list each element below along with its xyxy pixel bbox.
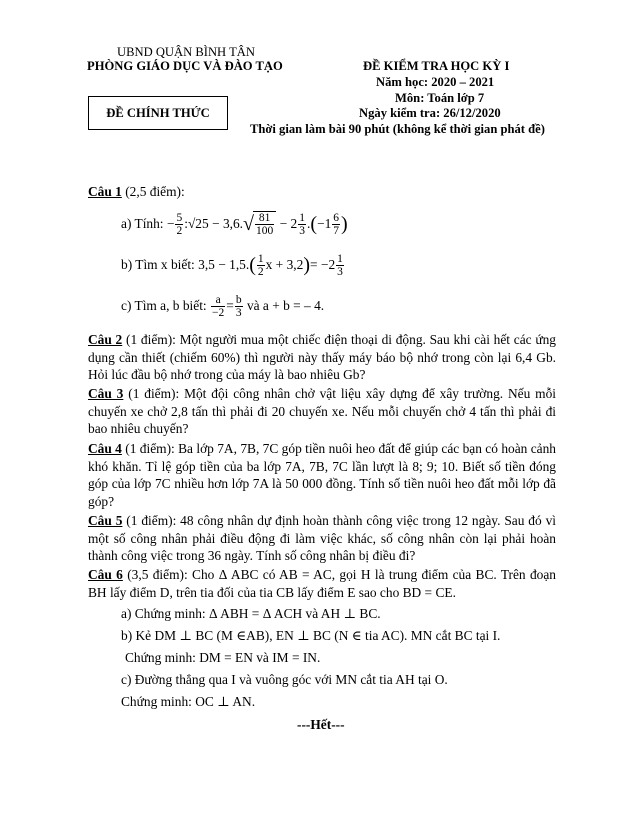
q1c-eq: = (226, 298, 234, 313)
q1a-dot: . (307, 216, 311, 231)
exam-date: Ngày kiểm tra: 26/12/2020 (359, 106, 501, 120)
question-text: (3,5 điểm): Cho Δ ABC có AB = AC, gọi H là trung điểm của BC. Trên đoạn BH lấy điểm D, trên tia đối của tia CB lấy điểm E sao cho BD = CE. (88, 567, 556, 600)
question-6a: a) Chứng minh: Δ ABH = Δ ACH và AH ⊥ BC. (121, 606, 381, 621)
question-text: (1 điểm): 48 công nhân dự định hoàn thành công việc trong 12 ngày. Sau đó vì một số công nhân phải điều động đi làm việc khác, số công nhân còn lại phải hoàn thành công việc trong 36 ngày. Tính số công nhân bị điều đi? (88, 513, 556, 563)
question-3 (88, 385, 556, 438)
q1a-neg: −1 (317, 216, 332, 231)
department-name: PHÒNG GIÁO DỤC VÀ ĐÀO TẠO (87, 59, 283, 73)
fraction: $\frac{81}{100}$ (256, 212, 274, 237)
q1b-lead: 3,5 − 1,5. (198, 257, 250, 272)
fraction: $\frac{a}{-2}$ (212, 293, 225, 319)
q1a-minus2: − 2 (279, 216, 298, 231)
district-name: UBND QUẬN BÌNH TÂN (117, 45, 255, 59)
q1b-mid: x + 3,2 (265, 257, 304, 272)
fraction: $\frac{b}{3}$ (235, 293, 242, 319)
question-4 (88, 440, 556, 510)
question-label: Câu 1 (88, 184, 122, 199)
exam-title: ĐỀ KIỂM TRA HỌC KỲ I (363, 59, 510, 73)
question-label: Câu 3 (88, 386, 124, 401)
fraction: $\frac{1}{3}$ (299, 211, 305, 237)
question-text: (1 điểm): Một người mua một chiếc điện thoại di động. Sau khi cài hết các ứng dụng cần thiết (chiếm 60%) thì người này thấy máy báo bộ nhớ trong còn lại 6,4 Gb. Hỏi lúc đầu bộ nhớ trong của máy là bao nhiêu Gb? (88, 332, 556, 382)
end-marker: ---Hết--- (297, 717, 345, 732)
q1a-minus: − (166, 216, 175, 231)
question-6c: c) Đường thẳng qua I và vuông góc với MN cắt tia AH tại O. (121, 672, 448, 687)
q1a-mid: − 3,6. (212, 216, 244, 231)
question-2 (88, 331, 556, 384)
q1a-colon: : (184, 216, 188, 231)
q1c-prefix: c) Tìm a, b biết: (121, 298, 207, 313)
q1a-sqrt25: √25 (187, 216, 209, 231)
fraction: $\frac{6}{7}$ (333, 211, 340, 237)
fraction: $\frac{1}{2}$ (257, 252, 264, 278)
question-label: Câu 5 (88, 513, 123, 528)
question-6 (88, 566, 556, 602)
q1c-tail: và a + b = – 4. (246, 298, 325, 313)
question-points: (2,5 điểm): (121, 184, 185, 199)
question-6c-prove: Chứng minh: OC ⊥ AN. (121, 694, 256, 709)
official-label: ĐỀ CHÍNH THỨC (106, 106, 210, 120)
question-6b: b) Kẻ DM ⊥ BC (M ∈AB), EN ⊥ BC (N ∈ tia AC). MN cắt BC tại I. (121, 628, 501, 643)
question-label: Câu 6 (88, 567, 123, 582)
question-text: (1 điểm): Ba lớp 7A, 7B, 7C góp tiền nuôi heo đất để giúp các bạn có hoàn cảnh khó khăn. Tỉ lệ góp tiền của ba lớp 7A, 7B, 7C lần lượt là 8; 9; 10. Biết số tiền đóng góp của lớp 7C nhiều hơn lớp 7A là 50 000 đồng. Tính số tiền nuôi heo đất mỗi lớp đã góp? (88, 441, 557, 509)
q1b-eq: = −2 (310, 257, 336, 272)
question-text: (1 điểm): Một đội công nhân chở vật liệu xây dựng để xây trường. Nếu mỗi chuyến xe chở 2,8 tấn thì phải đi 20 chuyến xe. Nếu mỗi chuyến chở 4 tấn thì phải đi bao nhiêu chuyến? (88, 386, 556, 436)
question-label: Câu 4 (88, 441, 122, 456)
paren-close: ) (303, 253, 310, 276)
question-1-title (88, 183, 185, 201)
question-1c (121, 289, 324, 323)
question-label: Câu 2 (88, 332, 123, 347)
fraction: $\frac{1}{3}$ (337, 252, 343, 278)
fraction: $\frac{5}{2}$ (176, 211, 183, 237)
paren-open: ( (310, 212, 318, 235)
paren-open: ( (249, 253, 256, 276)
subject: Môn: Toán lớp 7 (395, 91, 485, 105)
question-6b-prove: Chứng minh: DM = EN và IM = IN. (125, 650, 321, 665)
school-year: Năm học: 2020 – 2021 (376, 75, 495, 89)
question-1b (121, 248, 345, 282)
exam-duration: Thời gian làm bài 90 phút (không kể thời gian phát đề) (250, 122, 545, 136)
official-box (88, 96, 228, 130)
q1a-prefix: a) Tính: (121, 216, 164, 231)
sqrt-sign: √ (243, 212, 255, 235)
paren-close: ) (341, 212, 348, 235)
question-1a (121, 207, 348, 241)
question-5 (88, 512, 556, 565)
q1b-prefix: b) Tìm x biết: (121, 257, 195, 272)
